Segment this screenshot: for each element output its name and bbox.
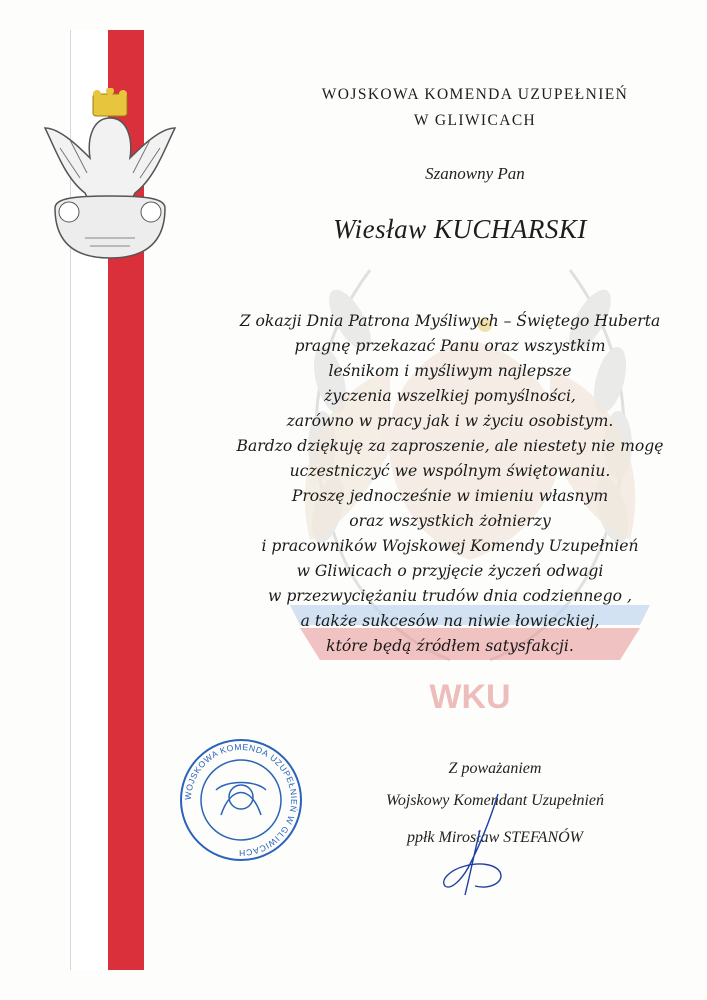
body-line: oraz wszystkich żołnierzy [349,512,551,530]
salutation: Szanowny Pan [425,164,525,183]
body-line: uczestniczyć we wspólnym świętowaniu. [289,462,611,480]
body-line: w Gliwicach o przyjęcie życzeń odwagi [296,562,604,580]
closing-regards: Z poważaniem [448,760,542,777]
body-line: Proszę jednocześnie w imieniu własnym [291,487,609,505]
body-line: a także sukcesów na niwie łowieckiej, [300,612,600,630]
handwritten-signature [420,790,540,900]
body-line: Bardzo dziękuję za zaproszenie, ale niestety nie mogę [236,437,664,455]
signatory-name: ppłk Mirosław STEFANÓW [406,829,583,846]
body-line: leśnikom i myśliwym najlepsze [328,362,572,380]
body-line: w przezwyciężaniu trudów dnia codziennego , [268,587,632,605]
letter-body [190,309,707,659]
recipient-name: Wiesław KUCHARSKI [333,214,587,244]
white-eagle-emblem [35,88,185,288]
body-line: Z okazji Dnia Patrona Myśliwych – Świętego Huberta [239,312,661,330]
stamp-text: WOJSKOWA KOMENDA UZUPEŁNIEŃ W GLIWICACH [182,741,300,859]
body-line: zarówno w pracy jak i w życiu osobistym. [286,412,614,430]
body-line: życzenia wszelkiej pomyślności, [324,387,576,405]
body-line: pragnę przekazać Panu oraz wszystkim [294,337,606,355]
header-line2: W GLIWICACH [413,112,537,129]
body-line: które będą źródłem satysfakcji. [326,637,574,655]
header-line1: WOJSKOWA KOMENDA UZUPEŁNIEŃ [321,86,629,103]
body-line: i pracowników Wojskowej Komendy Uzupełnień [261,537,639,555]
wku-watermark-label: WKU [429,678,511,716]
official-round-stamp [176,735,306,865]
signatory-position: Wojskowy Komendant Uzupełnień [385,792,605,809]
